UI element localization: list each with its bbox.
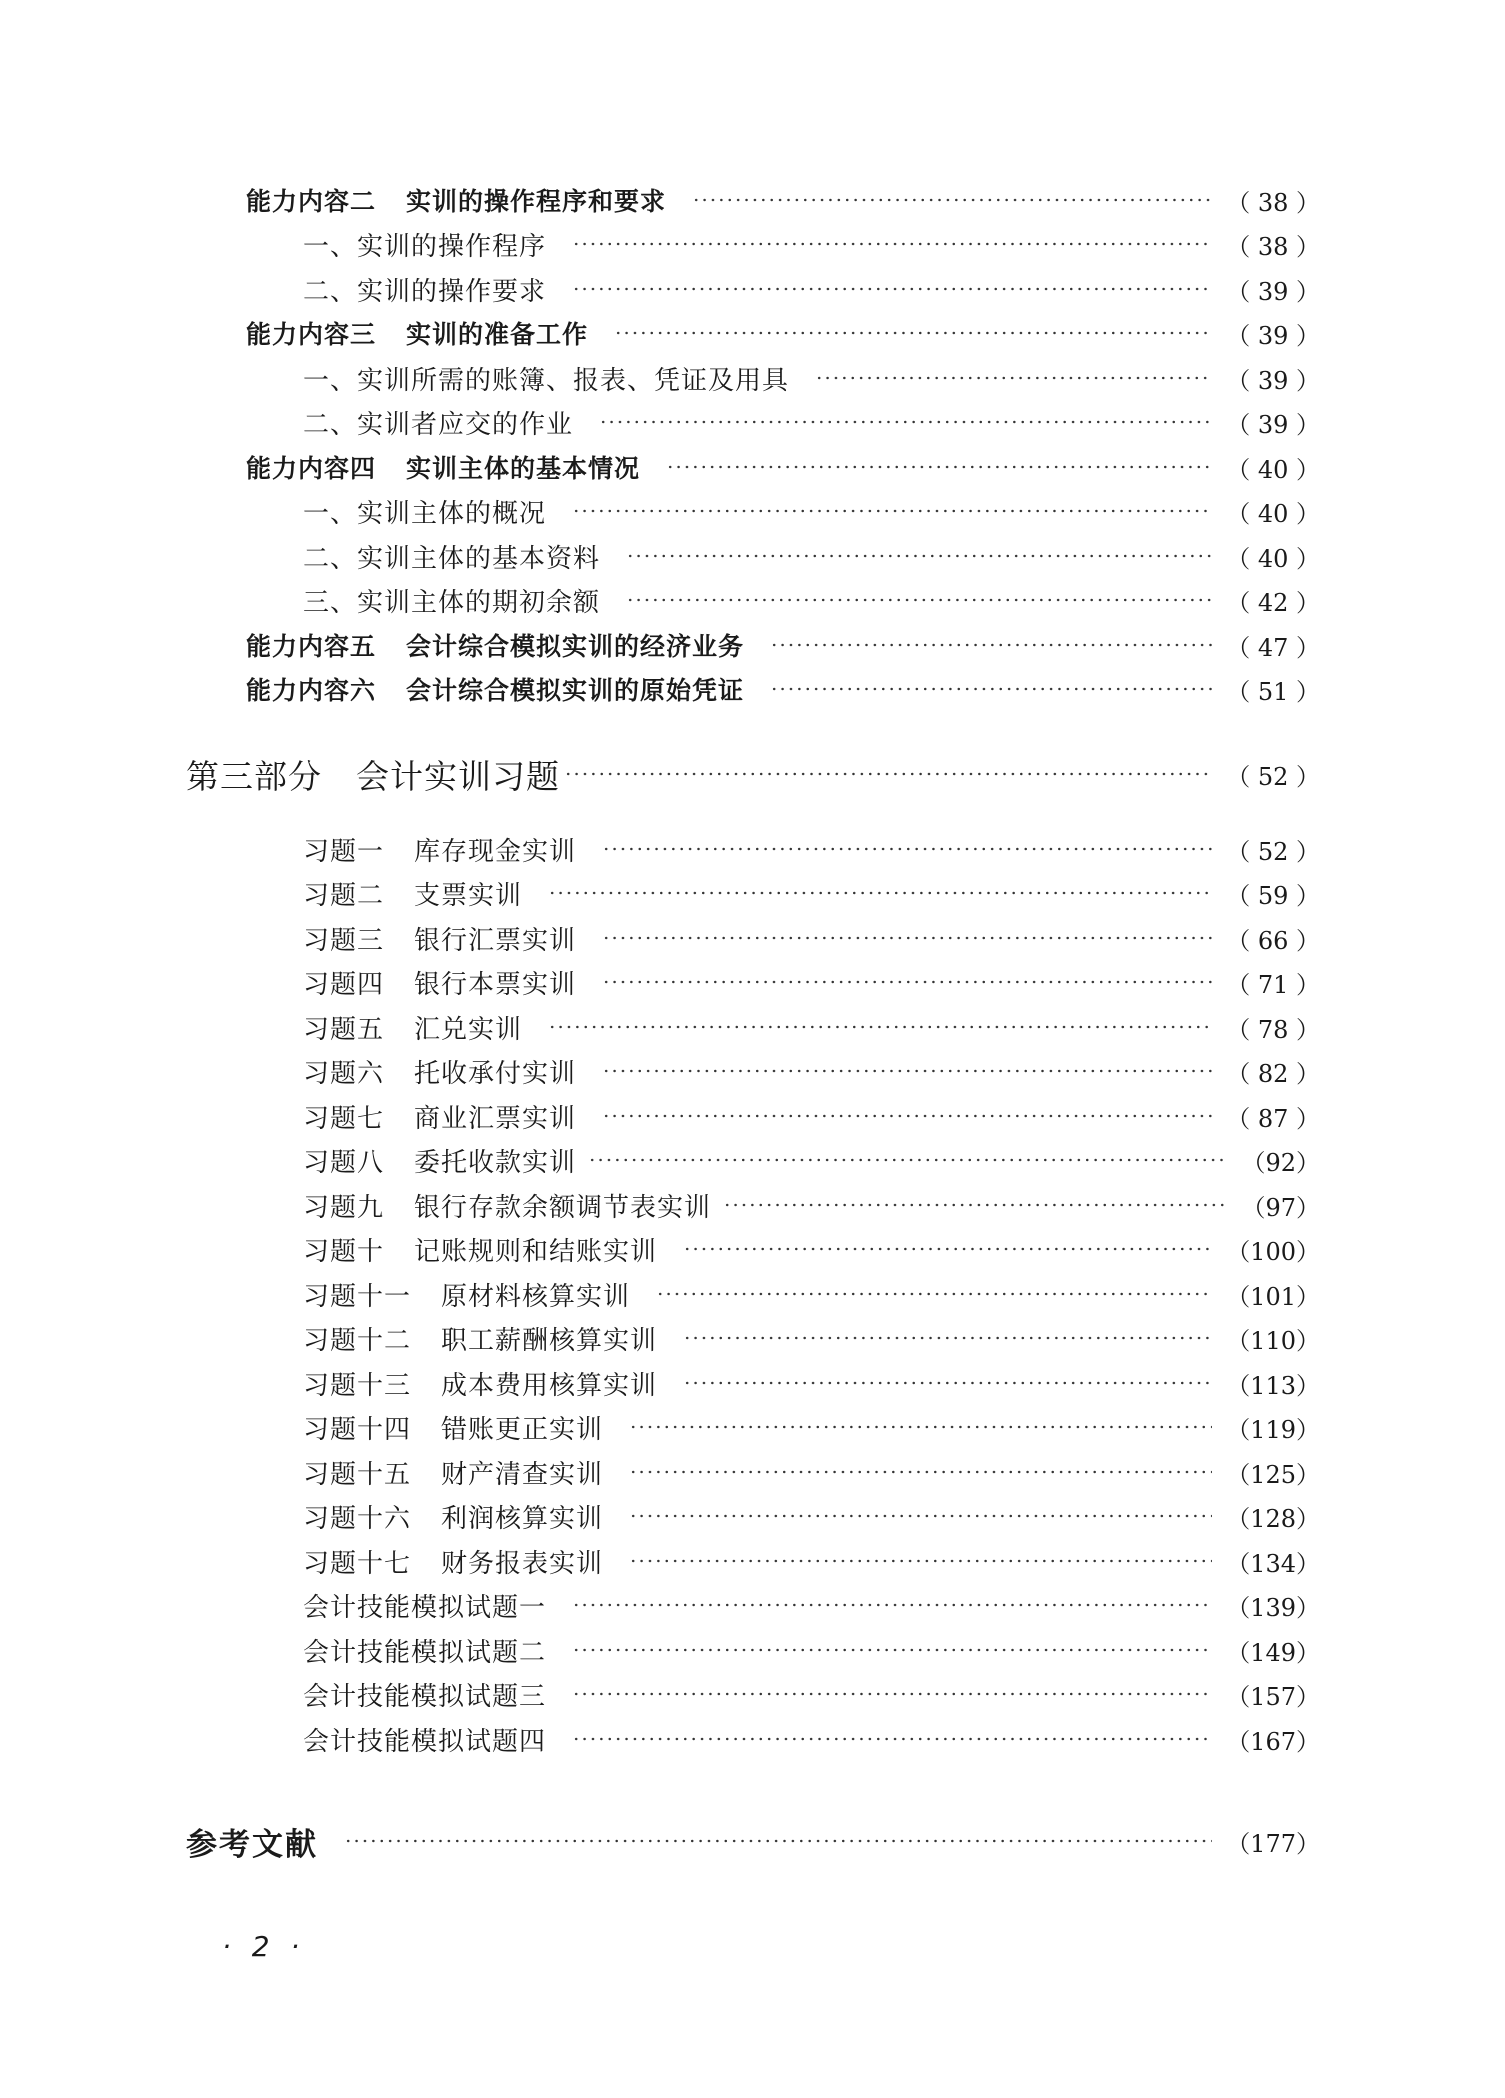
toc-entry-title: 实训的准备工作 [406, 320, 589, 349]
toc-entry-exercise[interactable] [303, 1274, 1320, 1314]
toc-entry-number: 习题十三 [303, 1370, 412, 1401]
toc-entry-title: 银行本票实训 [414, 969, 577, 1000]
toc-entry-exercise[interactable] [303, 1096, 1320, 1136]
toc-page-number: （ 40 ） [1226, 544, 1320, 573]
dot-leader [572, 508, 1212, 514]
toc-entry-number: 能力内容六 [246, 676, 377, 705]
dot-leader [770, 686, 1212, 692]
toc-entry-title: 银行汇票实训 [414, 925, 577, 956]
toc-entry-section[interactable] [303, 358, 1320, 398]
toc-page-number: （110） [1226, 1326, 1320, 1355]
dot-leader [666, 464, 1212, 470]
dot-leader [599, 419, 1212, 425]
toc-entry-chapter[interactable] [246, 180, 1320, 220]
toc-entry-section[interactable] [303, 269, 1320, 309]
toc-page-number: （149） [1226, 1638, 1320, 1667]
dot-leader [629, 1513, 1212, 1519]
toc-page-number: （ 71 ） [1226, 970, 1320, 999]
dot-leader [572, 241, 1212, 247]
toc-page-number: （100） [1226, 1237, 1320, 1266]
dot-leader [683, 1380, 1212, 1386]
toc-entry-title: 二、实训主体的基本资料 [303, 543, 601, 574]
toc-entry-title: 托收承付实训 [414, 1058, 577, 1089]
toc-page-number: （ 52 ） [1226, 762, 1320, 791]
toc-entry-exercise[interactable] [303, 1007, 1320, 1047]
dot-leader [629, 1558, 1212, 1564]
toc-page-number: （ 52 ） [1226, 837, 1320, 866]
toc-entry-title: 会计实训习题 [356, 756, 560, 796]
toc-entry-title: 二、实训的操作要求 [303, 276, 547, 307]
toc-page-number: （ 66 ） [1226, 926, 1320, 955]
dot-leader [572, 286, 1212, 292]
toc-entry-title: 三、实训主体的期初余额 [303, 587, 601, 618]
toc-entry-title: 汇兑实训 [414, 1014, 523, 1045]
toc-entry-title: 参考文献 [186, 1826, 318, 1863]
toc-page-number: （ 47 ） [1226, 633, 1320, 662]
toc-entry-section[interactable] [303, 491, 1320, 531]
dot-leader [683, 1335, 1212, 1341]
toc-entry-number: 能力内容二 [246, 187, 377, 216]
toc-entry-exam[interactable] [303, 1674, 1320, 1714]
toc-entry-exercise[interactable] [303, 1318, 1320, 1358]
toc-entry-title: 会计技能模拟试题一 [303, 1592, 547, 1623]
dot-leader [692, 197, 1212, 203]
toc-entry-exercise[interactable] [303, 829, 1320, 869]
toc-page-number: （139） [1226, 1593, 1320, 1622]
toc-entry-exercise[interactable] [303, 1051, 1320, 1091]
toc-entry-section[interactable] [303, 580, 1320, 620]
dot-leader [548, 1024, 1212, 1030]
toc-entry-number: 能力内容三 [246, 320, 377, 349]
toc-page-number: （ 59 ） [1226, 881, 1320, 910]
toc-entry-number: 习题十一 [303, 1281, 412, 1312]
toc-entry-title: 原材料核算实训 [441, 1281, 631, 1312]
toc-entry-title: 会计综合模拟实训的经济业务 [406, 632, 745, 661]
toc-entry-exercise[interactable] [303, 962, 1320, 1002]
dot-leader [572, 1647, 1212, 1653]
toc-entry-number: 第三部分 [186, 756, 322, 796]
toc-entry-exercise[interactable] [303, 918, 1320, 958]
toc-entry-chapter[interactable] [246, 625, 1320, 665]
toc-page-number: （ 38 ） [1226, 232, 1320, 261]
toc-page-number: （119） [1226, 1415, 1320, 1444]
toc-page-number: （ 39 ） [1226, 410, 1320, 439]
toc-entry-title: 二、实训者应交的作业 [303, 409, 574, 440]
toc-entry-title: 会计技能模拟试题二 [303, 1637, 547, 1668]
toc-entry-chapter[interactable] [246, 669, 1320, 709]
toc-entry-title: 实训的操作程序和要求 [406, 187, 667, 216]
dot-leader [626, 553, 1212, 559]
toc-page-number: （101） [1226, 1282, 1320, 1311]
toc-entry-title: 会计技能模拟试题三 [303, 1681, 547, 1712]
toc-page-number: （92） [1241, 1148, 1320, 1177]
toc-entry-title: 职工薪酬核算实训 [441, 1325, 658, 1356]
toc-entry-chapter[interactable] [246, 313, 1320, 353]
toc-page-number: （ 87 ） [1226, 1104, 1320, 1133]
toc-entry-title: 错账更正实训 [441, 1414, 604, 1445]
toc-page-number: （125） [1226, 1460, 1320, 1489]
toc-page-number: （ 38 ） [1226, 188, 1320, 217]
dot-leader [770, 642, 1212, 648]
toc-page-number: （113） [1226, 1371, 1320, 1400]
toc-entry-references[interactable] [186, 1816, 1320, 1866]
toc-entry-section[interactable] [303, 402, 1320, 442]
toc-entry-number: 习题五 [303, 1014, 385, 1045]
toc-page-number: （ 40 ） [1226, 499, 1320, 528]
toc-page-number: （ 40 ） [1226, 455, 1320, 484]
toc-entry-title: 记账规则和结账实训 [414, 1236, 658, 1267]
toc-entry-number: 能力内容四 [246, 454, 377, 483]
toc-page-number: （ 42 ） [1226, 588, 1320, 617]
dot-leader [344, 1838, 1212, 1844]
dot-leader [602, 935, 1212, 941]
toc-entry-section[interactable] [303, 536, 1320, 576]
dot-leader [572, 1736, 1212, 1742]
toc-entry-part[interactable] [186, 748, 1320, 800]
toc-entry-title: 财务报表实训 [441, 1548, 604, 1579]
dot-leader [815, 375, 1212, 381]
dot-leader [626, 597, 1212, 603]
toc-entry-title: 实训主体的基本情况 [406, 454, 641, 483]
toc-entry-number: 习题十七 [303, 1548, 412, 1579]
toc-entry-section[interactable] [303, 224, 1320, 264]
dot-leader [572, 1691, 1212, 1697]
toc-entry-number: 习题十六 [303, 1503, 412, 1534]
toc-entry-title: 一、实训所需的账簿、报表、凭证及用具 [303, 365, 790, 396]
toc-entry-number: 习题七 [303, 1103, 385, 1134]
dot-leader [602, 979, 1212, 985]
dot-leader [602, 846, 1212, 852]
toc-entry-number: 习题八 [303, 1147, 385, 1178]
toc-entry-title: 成本费用核算实训 [441, 1370, 658, 1401]
toc-entry-exercise[interactable] [303, 1185, 1320, 1225]
dot-leader [572, 1602, 1212, 1608]
toc-entry-number: 习题十五 [303, 1459, 412, 1490]
toc-entry-number: 习题十二 [303, 1325, 412, 1356]
toc-entry-chapter[interactable] [246, 447, 1320, 487]
toc-entry-title: 一、实训的操作程序 [303, 231, 547, 262]
toc-entry-title: 财产清查实训 [441, 1459, 604, 1490]
toc-entry-exam[interactable] [303, 1630, 1320, 1670]
toc-entry-exercise[interactable] [303, 1541, 1320, 1581]
dot-leader [588, 1157, 1227, 1163]
toc-entry-exercise[interactable] [303, 1496, 1320, 1536]
toc-page-number: （ 51 ） [1226, 677, 1320, 706]
toc-page-number: （ 78 ） [1226, 1015, 1320, 1044]
toc-entry-exercise[interactable] [303, 1407, 1320, 1447]
dot-leader [683, 1246, 1212, 1252]
toc-page-number: （128） [1226, 1504, 1320, 1533]
toc-entry-number: 习题一 [303, 836, 385, 867]
toc-page-number: （ 39 ） [1226, 277, 1320, 306]
toc-page-number: （177） [1226, 1829, 1320, 1858]
dot-leader [602, 1113, 1212, 1119]
toc-entry-number: 习题十四 [303, 1414, 412, 1445]
toc-entry-exercise[interactable] [303, 1363, 1320, 1403]
toc-entry-number: 能力内容五 [246, 632, 377, 661]
dot-leader [614, 330, 1212, 336]
toc-page-number: （ 82 ） [1226, 1059, 1320, 1088]
toc-entry-title: 库存现金实训 [414, 836, 577, 867]
toc-entry-title: 支票实训 [414, 880, 523, 911]
toc-entry-exam[interactable] [303, 1585, 1320, 1625]
toc-entry-exercise[interactable] [303, 1452, 1320, 1492]
toc-entry-title: 会计技能模拟试题四 [303, 1726, 547, 1757]
dot-leader [629, 1424, 1212, 1430]
dot-leader [548, 890, 1212, 896]
dot-leader [564, 771, 1212, 777]
toc-entry-exam[interactable] [303, 1719, 1320, 1759]
toc-entry-number: 习题九 [303, 1192, 385, 1223]
dot-leader [656, 1291, 1212, 1297]
page-number-footer: · 2 · [222, 1930, 306, 1963]
toc-page-number: （97） [1241, 1193, 1320, 1222]
toc-page-number: （ 39 ） [1226, 321, 1320, 350]
toc-entry-exercise[interactable] [303, 1140, 1320, 1180]
toc-entry-exercise[interactable] [303, 1229, 1320, 1269]
toc-entry-exercise[interactable] [303, 873, 1320, 913]
toc-page-number: （ 39 ） [1226, 366, 1320, 395]
toc-entry-number: 习题三 [303, 925, 385, 956]
toc-entry-title: 商业汇票实训 [414, 1103, 577, 1134]
toc-page-number: （157） [1226, 1682, 1320, 1711]
dot-leader [602, 1068, 1212, 1074]
toc-entry-title: 一、实训主体的概况 [303, 498, 547, 529]
dot-leader [723, 1202, 1227, 1208]
toc-entry-number: 习题二 [303, 880, 385, 911]
toc-entry-title: 委托收款实训 [414, 1147, 577, 1178]
toc-entry-title: 利润核算实训 [441, 1503, 604, 1534]
toc-entry-number: 习题十 [303, 1236, 385, 1267]
toc-page-number: （134） [1226, 1549, 1320, 1578]
toc-entry-number: 习题四 [303, 969, 385, 1000]
dot-leader [629, 1469, 1212, 1475]
toc-entry-number: 习题六 [303, 1058, 385, 1089]
toc-entry-title: 银行存款余额调节表实训 [414, 1192, 712, 1223]
toc-page-number: （167） [1226, 1727, 1320, 1756]
toc-entry-title: 会计综合模拟实训的原始凭证 [406, 676, 745, 705]
